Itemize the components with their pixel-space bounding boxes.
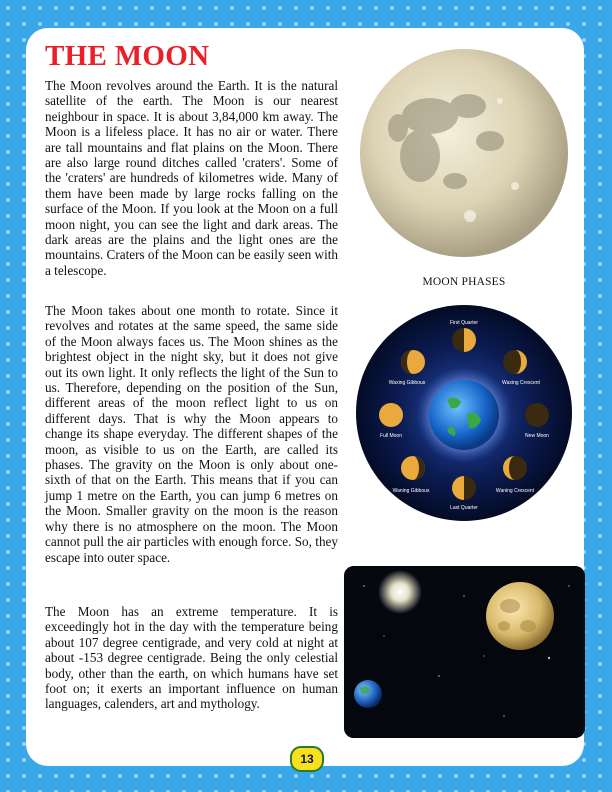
paragraph-intro: The Moon revolves around the Earth. It is the natural satellite of the earth. The Moon is our nearest neighbour in space. It is about 3,84,000 km away. The Moon is a lifeless place. It has no air or water. There are tall mountains and flat plains on the Moon. There are also large round ditches called 'craters'. Some of the 'craters' are hundreds of kilometres wide. Many of them have been made by large rocks falling on the surface of the Moon. If you look at the Moon on a full moon night, you can see the light and dark areas. The dark areas are the plains and the light ones are the mountains. Craters of the Moon can be easily seen with a telescope.	[45, 78, 338, 278]
phases-caption: MOON PHASES	[422, 276, 506, 288]
label-waxing-gibbous: Waxing Gibbous	[388, 380, 426, 386]
sun	[378, 570, 422, 614]
page-title: THE MOON	[45, 40, 210, 72]
earth	[429, 380, 499, 450]
moon-waning-crescent	[503, 456, 527, 480]
moon-first-quarter	[452, 328, 476, 352]
moon-new	[525, 403, 549, 427]
moon-waning-gibbous	[401, 456, 425, 480]
label-waning-gibbous: Waning Gibbous	[392, 488, 430, 494]
moon-waxing-crescent	[503, 350, 527, 374]
label-last-quarter: Last Quarter	[450, 505, 478, 511]
moon-phases-diagram	[355, 304, 573, 522]
label-first-quarter: First Quarter	[449, 320, 479, 326]
paragraph-temperature: The Moon has an extreme temperature. It is exceedingly hot in the day with the temperature being about 107 degree centigrade, and very cold at night at about -153 degree centigrade. Being the only celestial body, other than the earth, on which humans have set foot on; it exerts an important influence on human languages, calenders, art and mythology.	[45, 604, 338, 712]
full-moon-image	[350, 46, 578, 261]
moon-waxing-gibbous	[401, 350, 425, 374]
label-full-moon: Full Moon	[380, 433, 402, 439]
paragraph-phases: The Moon takes about one month to rotate. Since it revolves and rotates at the same speed, the same side of the Moon always faces us. The Moon shines as the brightest object in the night sky, but it does not give out its own light. It only reflects the light of the Sun to us. Therefore, depending on the position of the Sun, different areas of the moon reflect light to us on different days. That is why the Moon appears to change its shape everyday. The different shapes of the moon, as visible to us on the Earth, are called its phases. The gravity on the Moon is only about one-sixth of that on the Earth. This means that if you can jump 1 metre on the Earth, you can jump 6 metres on the Moon. Smaller gravity on the moon is the reason why there is no atmosphere on the moon. The Moon cannot pull the air particles with enough force. So, they escape into outer space.	[45, 303, 338, 565]
label-new-moon: New Moon	[525, 433, 549, 439]
page-number: 13	[290, 746, 324, 772]
moon	[486, 582, 554, 650]
moon-last-quarter	[452, 476, 476, 500]
label-waning-crescent: Waning Crescent	[495, 488, 535, 494]
label-waxing-crescent: Waxing Crescent	[502, 380, 540, 386]
earth	[354, 680, 382, 708]
moon-full	[379, 403, 403, 427]
sun-moon-earth-image	[344, 566, 585, 738]
